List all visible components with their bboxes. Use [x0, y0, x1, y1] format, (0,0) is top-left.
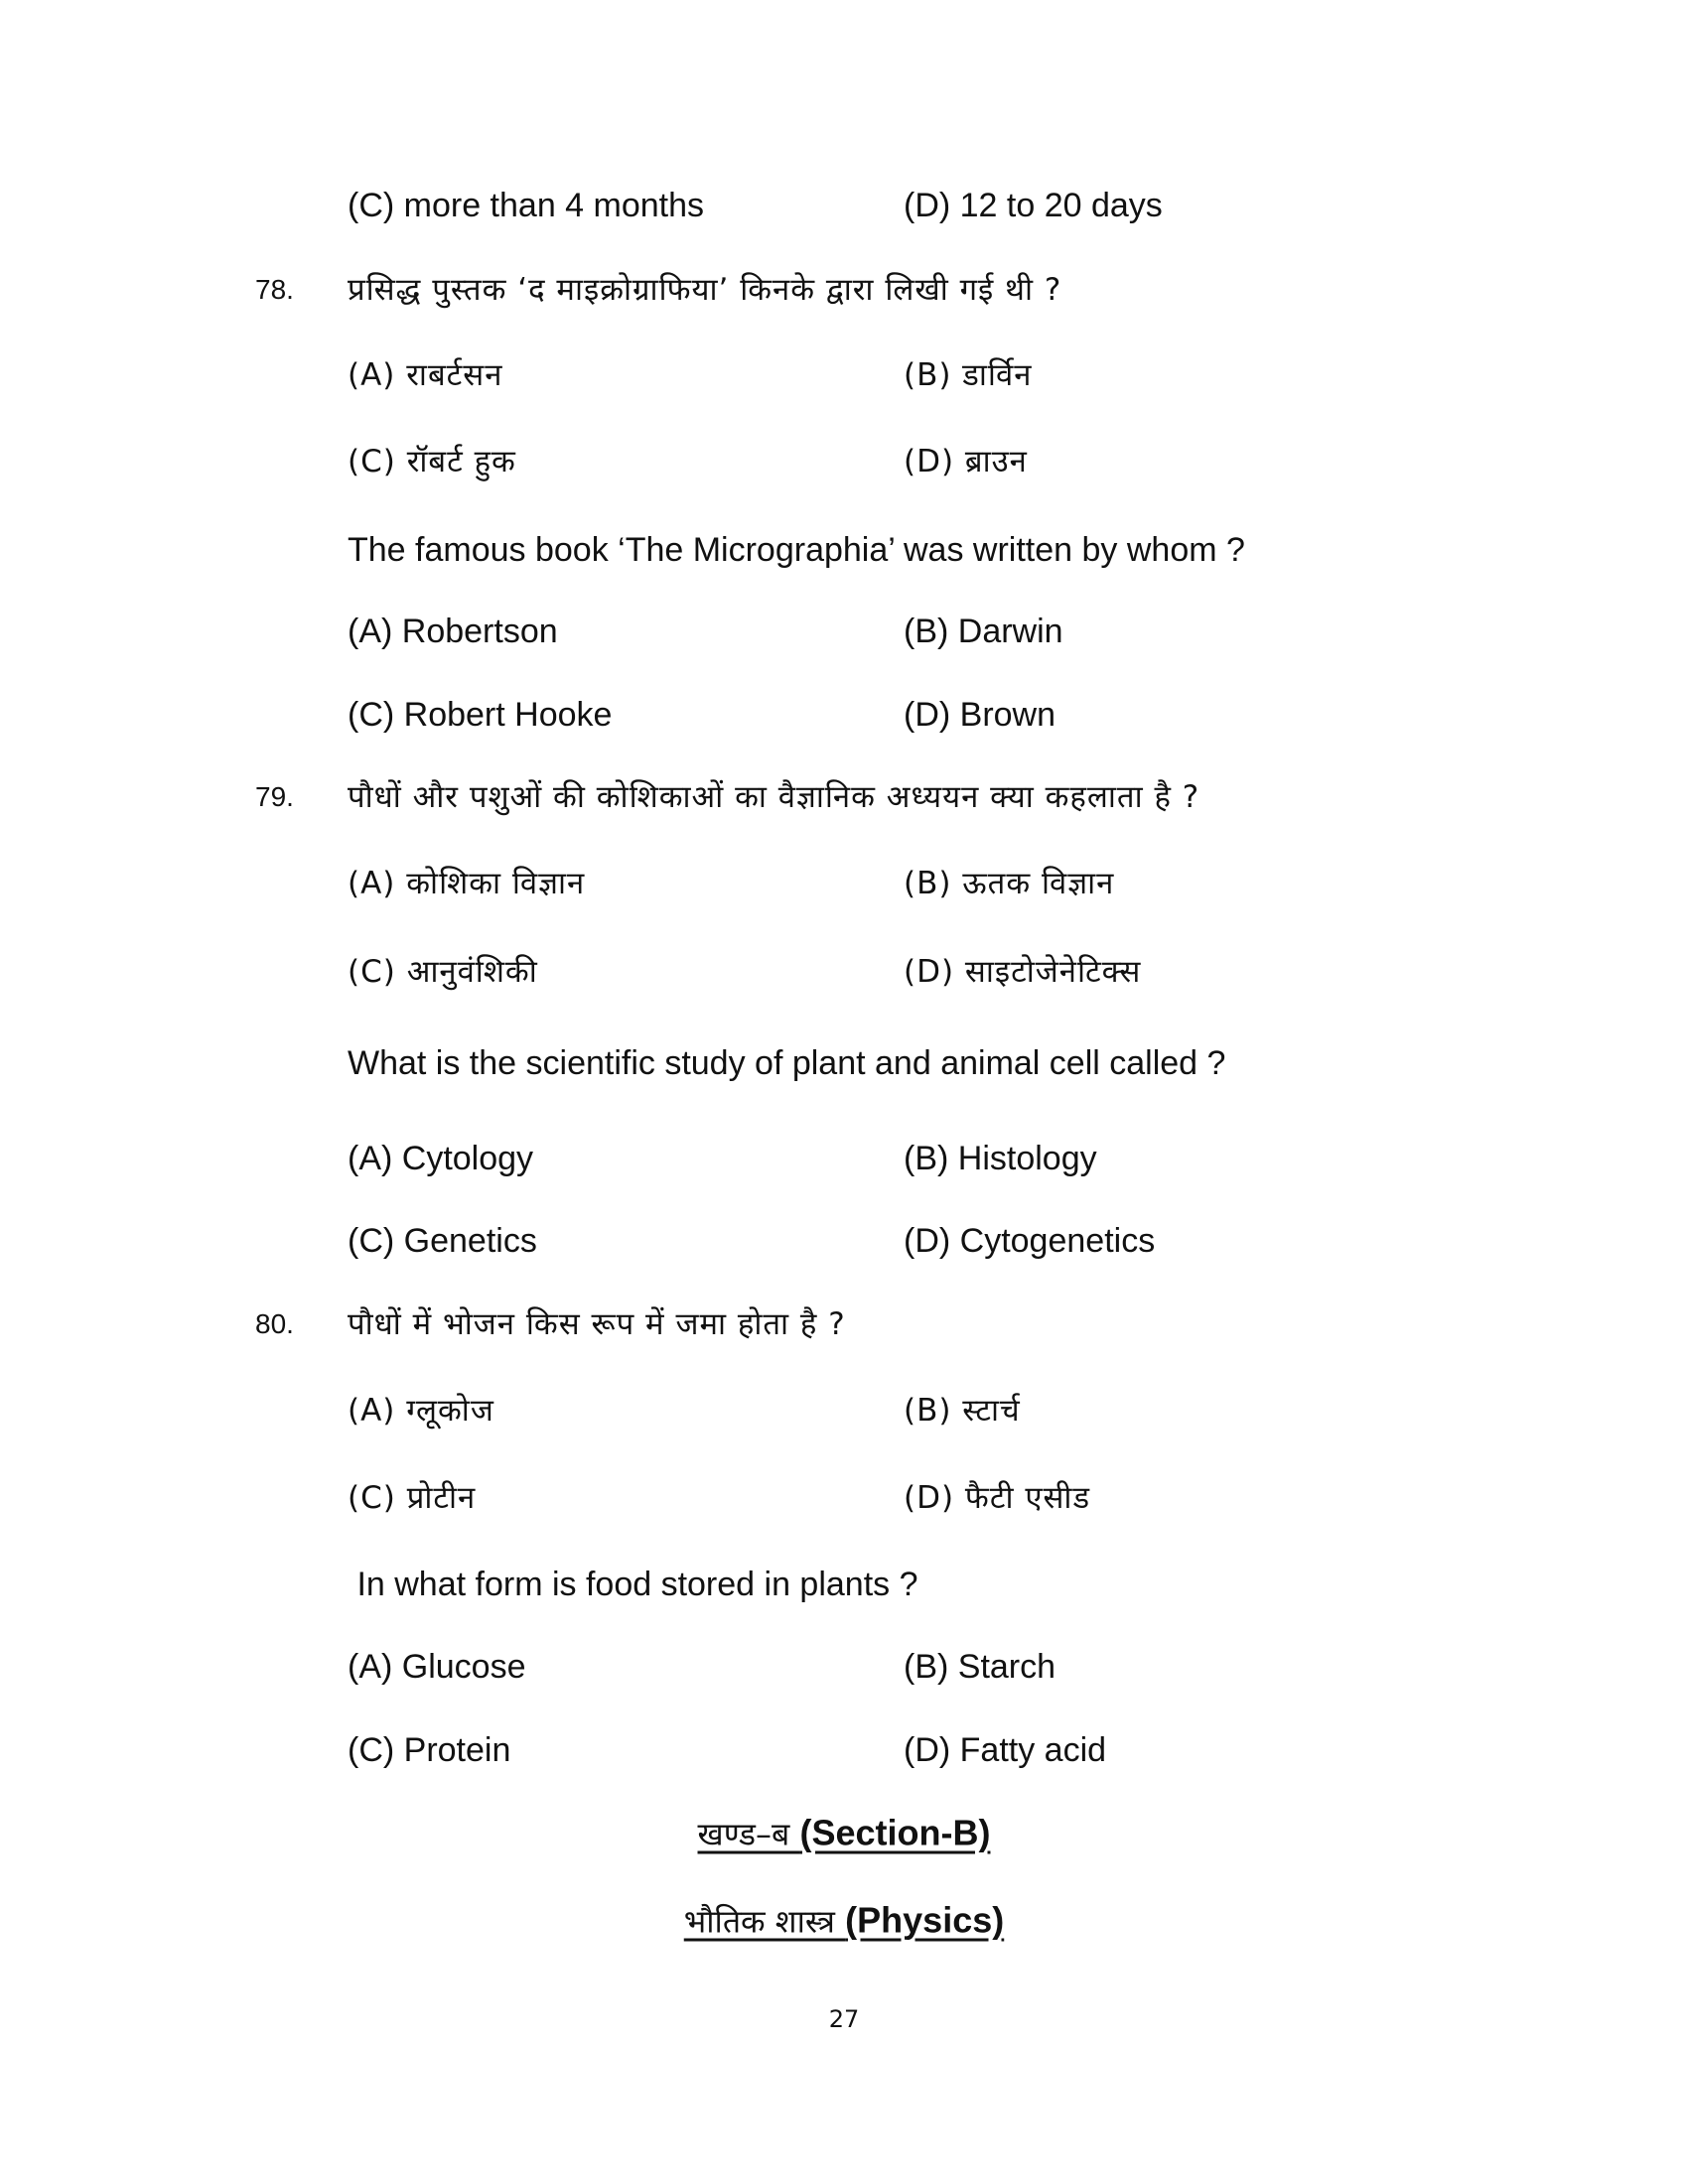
- q80-hindi-option-b: (B) स्टार्च: [904, 1393, 1021, 1429]
- question-number-79: 79.: [255, 781, 294, 812]
- q80-english-option-d: (D) Fatty acid: [904, 1731, 1107, 1769]
- page-number: 27: [828, 2005, 860, 2033]
- question-number-78: 78.: [255, 274, 294, 305]
- q80-hindi-question: पौधों में भोजन किस रूप में जमा होता है ?: [348, 1306, 846, 1342]
- q80-hindi-option-d: (D) फैटी एसीड: [904, 1480, 1091, 1516]
- q78-hindi-question: प्रसिद्ध पुस्तक ‘द माइक्रोग्राफिया’ किनके द्वारा लिखी गई थी ?: [348, 272, 1062, 308]
- q80-english-option-b: (B) Starch: [904, 1648, 1056, 1686]
- q78-hindi-option-c: (C) रॉबर्ट हुक: [348, 444, 516, 479]
- q80-hindi-option-a: (A) ग्लूकोज: [348, 1393, 494, 1429]
- q78-hindi-option-b: (B) डार्विन: [904, 357, 1033, 393]
- subject-heading: [0, 1901, 1688, 1942]
- subject-heading-english: (Physics): [845, 1899, 1005, 1941]
- q79-english-option-a: (A) Cytology: [348, 1140, 534, 1177]
- q79-hindi-option-d: (D) साइटोजेनेटिक्स: [904, 954, 1142, 990]
- q78-english-option-c: (C) Robert Hooke: [348, 696, 613, 734]
- q79-english-question: What is the scientific study of plant and animal cell called ?: [348, 1044, 1226, 1082]
- q80-hindi-option-c: (C) प्रोटीन: [348, 1480, 477, 1516]
- q79-hindi-question: पौधों और पशुओं की कोशिकाओं का वैज्ञानिक अध्ययन क्या कहलाता है ?: [348, 779, 1200, 815]
- subject-heading-hindi: भौतिक शास्त्र: [683, 1902, 846, 1941]
- q79-english-option-d: (D) Cytogenetics: [904, 1222, 1156, 1260]
- q78-hindi-option-a: (A) राबर्टसन: [348, 357, 503, 393]
- q80-english-option-c: (C) Protein: [348, 1731, 511, 1769]
- q79-english-option-b: (B) Histology: [904, 1140, 1097, 1177]
- q79-english-option-c: (C) Genetics: [348, 1222, 537, 1260]
- q80-english-option-a: (A) Glucose: [348, 1648, 526, 1686]
- q79-hindi-option-a: (A) कोशिका विज्ञान: [348, 866, 586, 901]
- q79-hindi-option-b: (B) ऊतक विज्ञान: [904, 866, 1115, 901]
- q77-option-c: (C) more than 4 months: [348, 187, 705, 224]
- question-number-80: 80.: [255, 1308, 294, 1339]
- section-heading: [0, 1814, 1688, 1854]
- q78-english-option-d: (D) Brown: [904, 696, 1056, 734]
- q78-hindi-option-d: (D) ब्राउन: [904, 444, 1028, 479]
- q79-hindi-option-c: (C) आनुवंशिकी: [348, 954, 538, 990]
- q80-english-question: In what form is food stored in plants ?: [348, 1566, 918, 1603]
- section-heading-english: (Section-B): [799, 1812, 991, 1853]
- q78-english-question: The famous book ‘The Micrographia’ was written by whom ?: [348, 531, 1245, 569]
- section-heading-hindi: खण्ड–ब: [697, 1815, 800, 1853]
- q78-english-option-a: (A) Robertson: [348, 613, 558, 650]
- q78-english-option-b: (B) Darwin: [904, 613, 1063, 650]
- q77-option-d: (D) 12 to 20 days: [904, 187, 1163, 224]
